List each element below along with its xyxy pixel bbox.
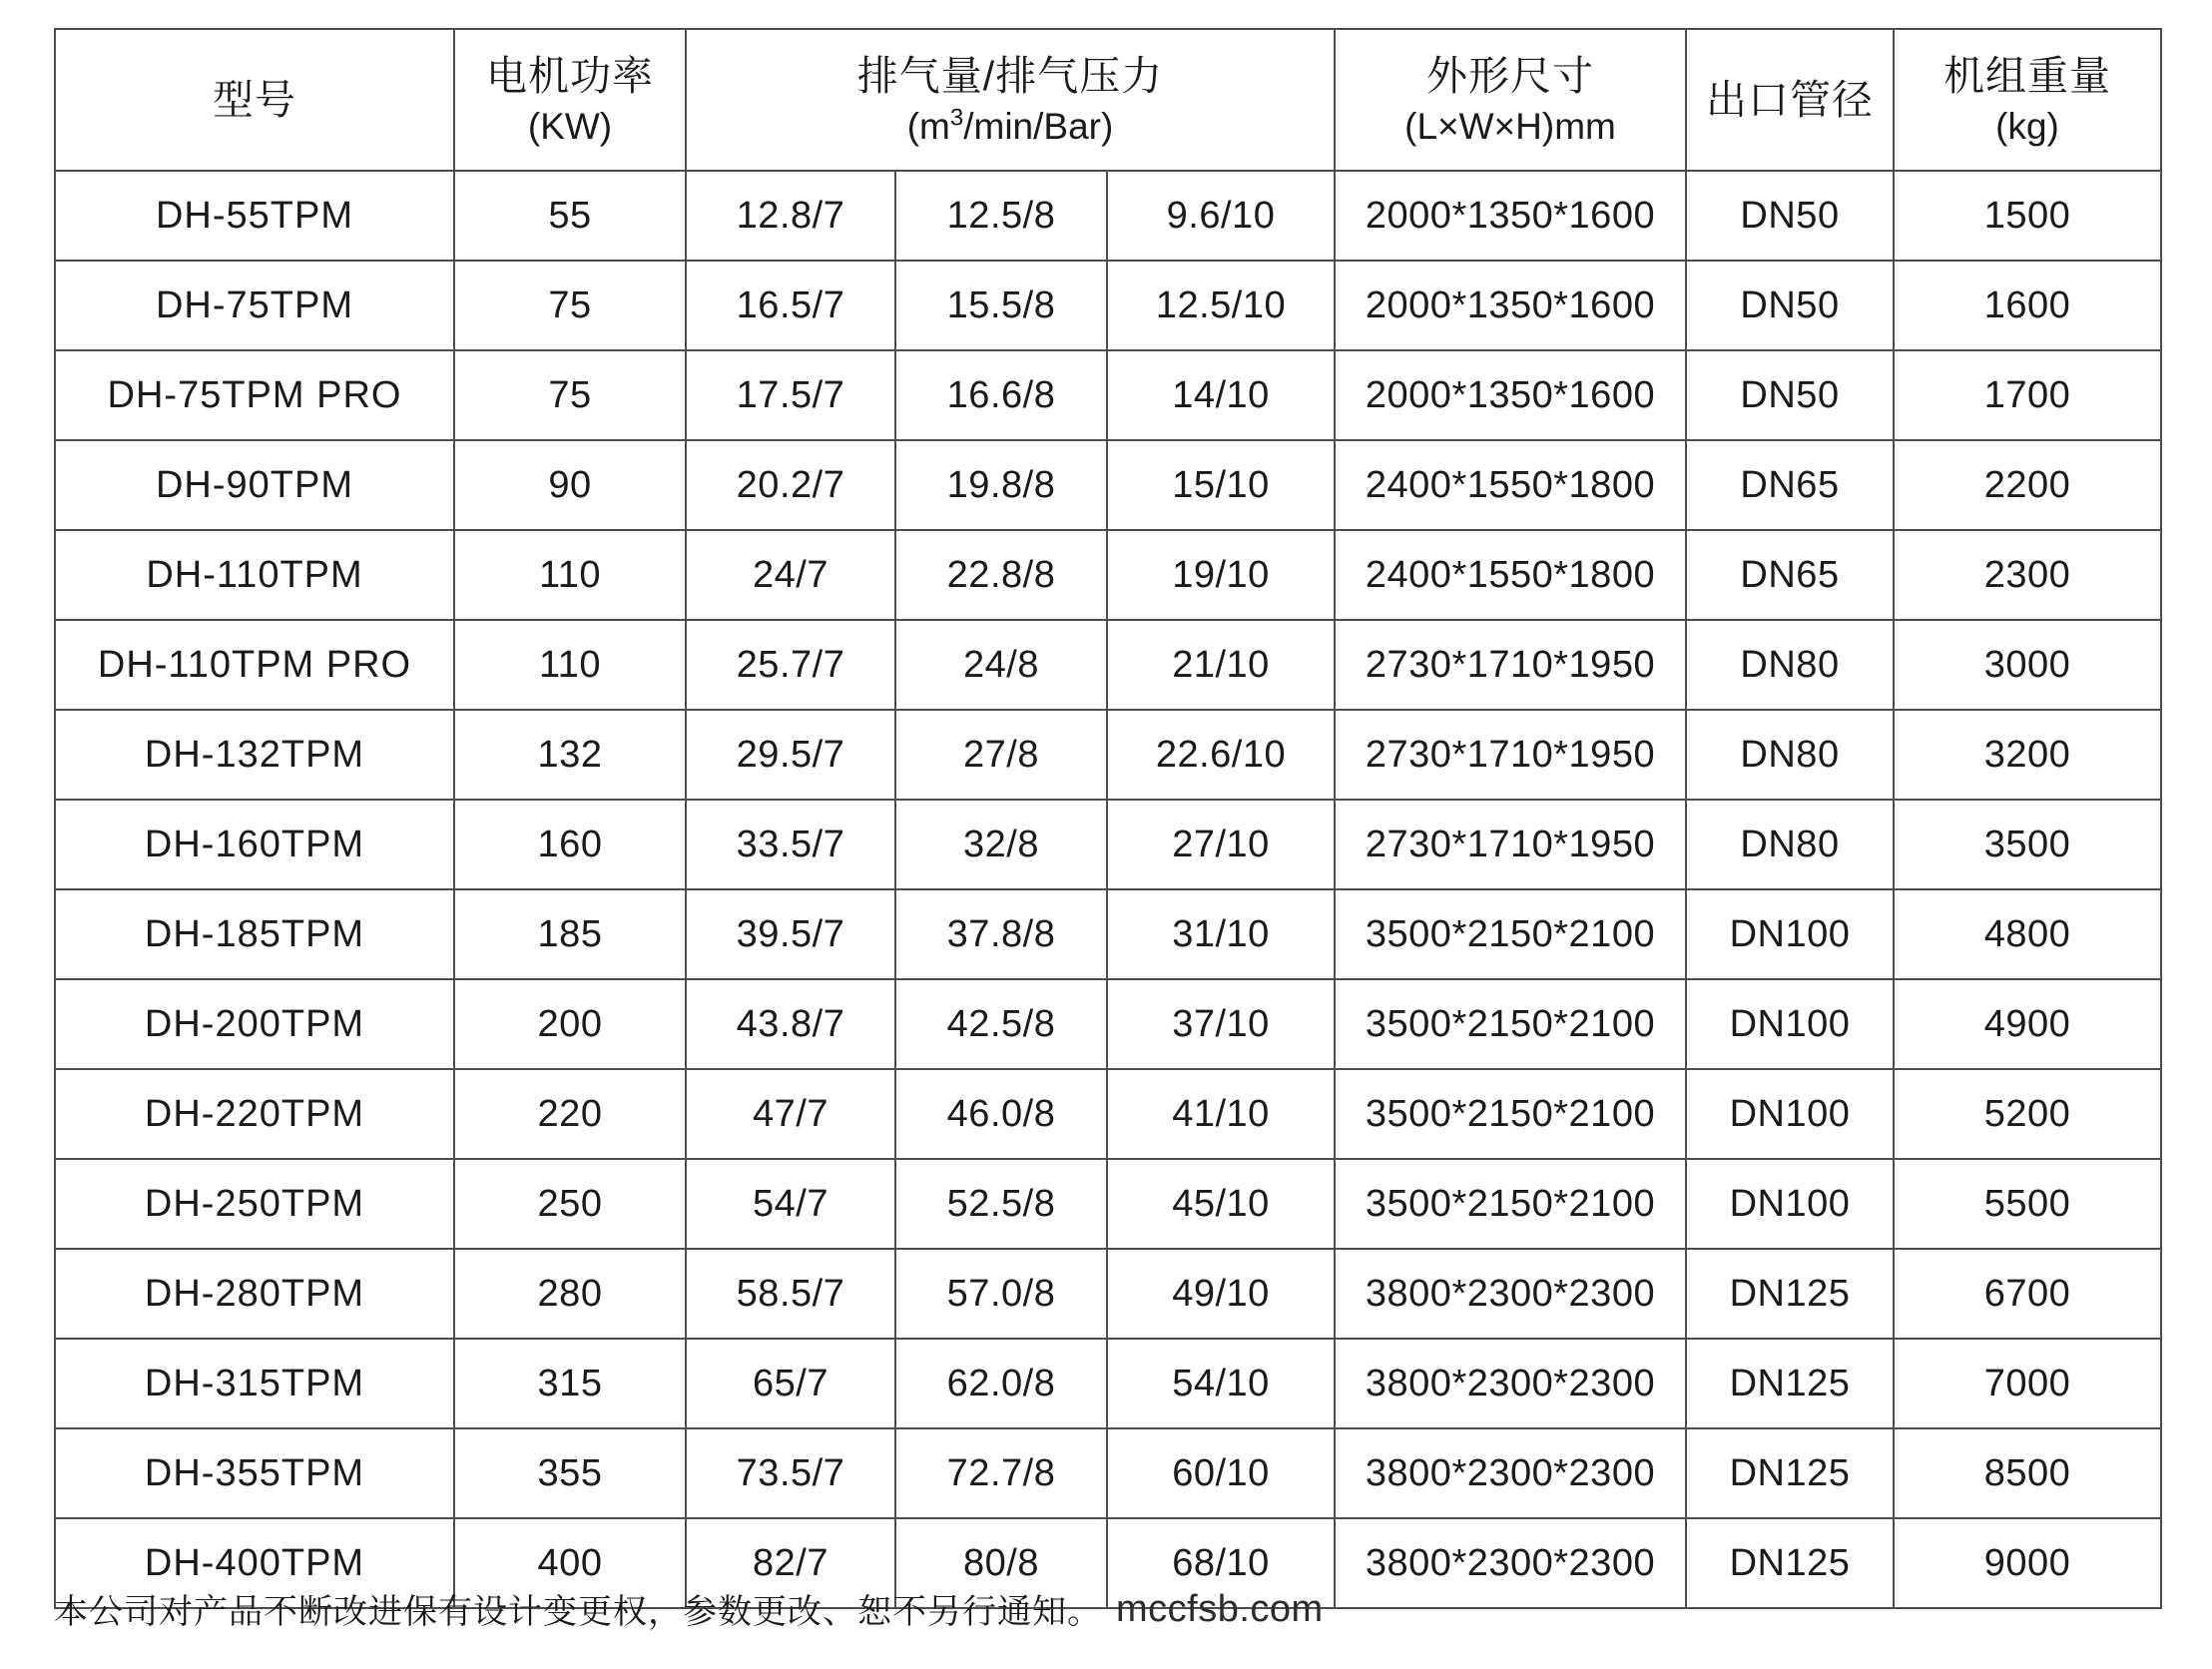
table-row	[55, 710, 2161, 800]
cell-air-3: 45/10	[1107, 1159, 1335, 1249]
cell-outlet: DN50	[1686, 171, 1894, 261]
header-air-unit-pre: (m	[906, 105, 950, 147]
header-outlet-diameter-label: 出口管径	[1706, 76, 1874, 123]
cell-weight: 1700	[1894, 350, 2161, 440]
table-row	[55, 440, 2161, 530]
cell-outlet: DN65	[1686, 530, 1894, 620]
cell-air-1: 54/7	[686, 1159, 895, 1249]
cell-air-1: 25.7/7	[686, 620, 895, 710]
cell-model: DH-90TPM	[55, 440, 454, 530]
cell-air-3: 68/10	[1107, 1518, 1335, 1608]
cell-power: 132	[454, 710, 686, 800]
cell-air-1: 12.8/7	[686, 171, 895, 261]
cell-air-2: 52.5/8	[895, 1159, 1107, 1249]
cell-power: 200	[454, 979, 686, 1069]
cell-dimensions: 3800*2300*2300	[1335, 1249, 1686, 1339]
header-motor-power-label: 电机功率	[486, 53, 654, 100]
cell-dimensions: 2730*1710*1950	[1335, 800, 1686, 889]
cell-dimensions: 2000*1350*1600	[1335, 350, 1686, 440]
cell-air-3: 41/10	[1107, 1069, 1335, 1159]
header-air-delivery-label: 排气量/排气压力	[856, 53, 1164, 100]
cell-model: DH-75TPM	[55, 261, 454, 350]
cell-model: DH-250TPM	[55, 1159, 454, 1249]
cell-air-3: 54/10	[1107, 1339, 1335, 1428]
cell-power: 90	[454, 440, 686, 530]
cell-air-1: 73.5/7	[686, 1428, 895, 1518]
header-unit-weight	[1894, 29, 2161, 171]
disclaimer-note: 本公司对产品不断改进保有设计变更权，参数更改、恕不另行通知。	[54, 1593, 1102, 1631]
table-row	[55, 889, 2161, 979]
cell-air-2: 37.8/8	[895, 889, 1107, 979]
cell-power: 75	[454, 261, 686, 350]
cell-dimensions: 3500*2150*2100	[1335, 979, 1686, 1069]
table-row	[55, 1069, 2161, 1159]
cell-dimensions: 2000*1350*1600	[1335, 261, 1686, 350]
cell-outlet: DN50	[1686, 350, 1894, 440]
cell-power: 160	[454, 800, 686, 889]
cell-outlet: DN125	[1686, 1518, 1894, 1608]
cell-air-1: 24/7	[686, 530, 895, 620]
header-dimensions-unit: (L×W×H)mm	[1404, 105, 1616, 147]
table-row	[55, 530, 2161, 620]
cell-dimensions: 2400*1550*1800	[1335, 440, 1686, 530]
cell-air-1: 39.5/7	[686, 889, 895, 979]
cell-model: DH-110TPM	[55, 530, 454, 620]
cell-weight: 4800	[1894, 889, 2161, 979]
cell-air-3: 27/10	[1107, 800, 1335, 889]
header-dimensions-label: 外形尺寸	[1426, 53, 1594, 100]
cell-air-3: 19/10	[1107, 530, 1335, 620]
cell-dimensions: 2730*1710*1950	[1335, 620, 1686, 710]
cell-model: DH-55TPM	[55, 171, 454, 261]
header-air-unit-exponent: 3	[949, 104, 964, 132]
cell-model: DH-315TPM	[55, 1339, 454, 1428]
cell-power: 280	[454, 1249, 686, 1339]
cell-power: 315	[454, 1339, 686, 1428]
table-row	[55, 1428, 2161, 1518]
cell-weight: 4900	[1894, 979, 2161, 1069]
cell-weight: 2200	[1894, 440, 2161, 530]
table-body	[55, 171, 2161, 1608]
cell-model: DH-220TPM	[55, 1069, 454, 1159]
header-unit-weight-label: 机组重量	[1943, 53, 2111, 100]
cell-air-2: 80/8	[895, 1518, 1107, 1608]
cell-dimensions: 3500*2150*2100	[1335, 1069, 1686, 1159]
cell-air-2: 16.6/8	[895, 350, 1107, 440]
cell-model: DH-200TPM	[55, 979, 454, 1069]
cell-air-1: 65/7	[686, 1339, 895, 1428]
cell-dimensions: 3800*2300*2300	[1335, 1339, 1686, 1428]
cell-weight: 3500	[1894, 800, 2161, 889]
cell-air-2: 46.0/8	[895, 1069, 1107, 1159]
cell-air-2: 22.8/8	[895, 530, 1107, 620]
cell-air-1: 47/7	[686, 1069, 895, 1159]
cell-outlet: DN50	[1686, 261, 1894, 350]
cell-weight: 3200	[1894, 710, 2161, 800]
cell-air-2: 15.5/8	[895, 261, 1107, 350]
cell-air-3: 31/10	[1107, 889, 1335, 979]
table-row	[55, 1159, 2161, 1249]
header-motor-power	[454, 29, 686, 171]
cell-weight: 3000	[1894, 620, 2161, 710]
cell-power: 185	[454, 889, 686, 979]
cell-power: 110	[454, 530, 686, 620]
cell-model: DH-280TPM	[55, 1249, 454, 1339]
cell-air-2: 24/8	[895, 620, 1107, 710]
cell-weight: 1500	[1894, 171, 2161, 261]
cell-weight: 2300	[1894, 530, 2161, 620]
table-row	[55, 979, 2161, 1069]
cell-air-1: 43.8/7	[686, 979, 895, 1069]
cell-air-3: 37/10	[1107, 979, 1335, 1069]
cell-model: DH-185TPM	[55, 889, 454, 979]
cell-air-1: 16.5/7	[686, 261, 895, 350]
cell-weight: 1600	[1894, 261, 2161, 350]
cell-model: DH-110TPM PRO	[55, 620, 454, 710]
cell-outlet: DN125	[1686, 1428, 1894, 1518]
cell-dimensions: 3800*2300*2300	[1335, 1518, 1686, 1608]
header-air-delivery	[686, 29, 1335, 171]
cell-outlet: DN125	[1686, 1339, 1894, 1428]
cell-outlet: DN80	[1686, 800, 1894, 889]
cell-air-2: 62.0/8	[895, 1339, 1107, 1428]
table-header	[55, 29, 2161, 171]
cell-air-1: 82/7	[686, 1518, 895, 1608]
header-air-delivery-unit	[687, 103, 1334, 150]
header-unit-weight-unit: (kg)	[1995, 105, 2059, 147]
cell-air-2: 57.0/8	[895, 1249, 1107, 1339]
cell-weight: 8500	[1894, 1428, 2161, 1518]
cell-weight: 5500	[1894, 1159, 2161, 1249]
cell-power: 250	[454, 1159, 686, 1249]
cell-power: 110	[454, 620, 686, 710]
cell-outlet: DN80	[1686, 710, 1894, 800]
cell-air-3: 14/10	[1107, 350, 1335, 440]
table-row	[55, 620, 2161, 710]
cell-power: 220	[454, 1069, 686, 1159]
cell-power: 355	[454, 1428, 686, 1518]
table-row	[55, 1339, 2161, 1428]
table-row	[55, 350, 2161, 440]
cell-dimensions: 2400*1550*1800	[1335, 530, 1686, 620]
cell-power: 400	[454, 1518, 686, 1608]
cell-model: DH-75TPM PRO	[55, 350, 454, 440]
specification-table	[54, 28, 2162, 1609]
cell-outlet: DN125	[1686, 1249, 1894, 1339]
cell-model: DH-160TPM	[55, 800, 454, 889]
cell-dimensions: 3500*2150*2100	[1335, 1159, 1686, 1249]
table-row	[55, 261, 2161, 350]
cell-outlet: DN100	[1686, 1069, 1894, 1159]
header-model	[55, 29, 454, 171]
cell-power: 55	[454, 171, 686, 261]
cell-air-1: 29.5/7	[686, 710, 895, 800]
cell-air-3: 12.5/10	[1107, 261, 1335, 350]
cell-dimensions: 2000*1350*1600	[1335, 171, 1686, 261]
cell-outlet: DN100	[1686, 889, 1894, 979]
cell-weight: 7000	[1894, 1339, 2161, 1428]
header-row	[55, 29, 2161, 171]
cell-air-2: 19.8/8	[895, 440, 1107, 530]
cell-weight: 9000	[1894, 1518, 2161, 1608]
table-row	[55, 171, 2161, 261]
cell-air-2: 27/8	[895, 710, 1107, 800]
cell-dimensions: 3800*2300*2300	[1335, 1428, 1686, 1518]
cell-dimensions: 2730*1710*1950	[1335, 710, 1686, 800]
cell-outlet: DN100	[1686, 1159, 1894, 1249]
cell-air-3: 49/10	[1107, 1249, 1335, 1339]
cell-model: DH-132TPM	[55, 710, 454, 800]
cell-air-2: 72.7/8	[895, 1428, 1107, 1518]
table-row	[55, 1249, 2161, 1339]
cell-air-1: 33.5/7	[686, 800, 895, 889]
cell-model: DH-355TPM	[55, 1428, 454, 1518]
cell-dimensions: 3500*2150*2100	[1335, 889, 1686, 979]
cell-model: DH-400TPM	[55, 1518, 454, 1608]
cell-air-2: 12.5/8	[895, 171, 1107, 261]
cell-air-1: 58.5/7	[686, 1249, 895, 1339]
cell-air-1: 20.2/7	[686, 440, 895, 530]
cell-air-3: 15/10	[1107, 440, 1335, 530]
cell-outlet: DN80	[1686, 620, 1894, 710]
header-dimensions	[1335, 29, 1686, 171]
cell-air-3: 9.6/10	[1107, 171, 1335, 261]
cell-air-3: 21/10	[1107, 620, 1335, 710]
cell-air-2: 32/8	[895, 800, 1107, 889]
cell-power: 75	[454, 350, 686, 440]
cell-air-3: 60/10	[1107, 1428, 1335, 1518]
cell-air-1: 17.5/7	[686, 350, 895, 440]
cell-outlet: DN65	[1686, 440, 1894, 530]
header-outlet-diameter	[1686, 29, 1894, 171]
cell-weight: 5200	[1894, 1069, 2161, 1159]
header-model-label: 型号	[213, 76, 296, 123]
cell-air-3: 22.6/10	[1107, 710, 1335, 800]
cell-outlet: DN100	[1686, 979, 1894, 1069]
header-air-unit-post: /min/Bar)	[963, 105, 1114, 147]
table-row	[55, 800, 2161, 889]
website-watermark: mccfsb.com	[1116, 1588, 1324, 1630]
header-motor-power-unit: (KW)	[527, 105, 613, 147]
cell-air-2: 42.5/8	[895, 979, 1107, 1069]
cell-weight: 6700	[1894, 1249, 2161, 1339]
